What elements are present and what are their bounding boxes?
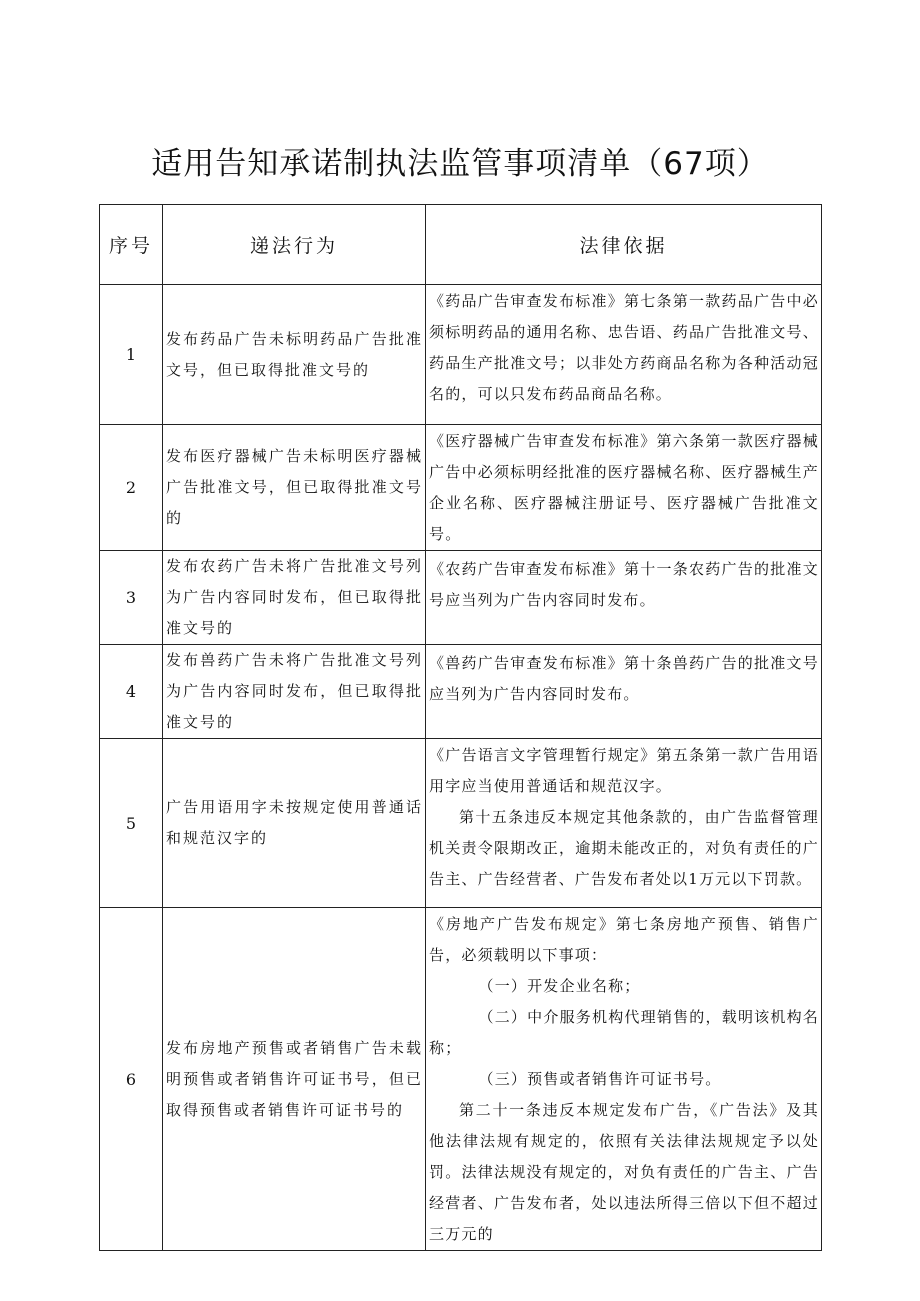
table-row [100,551,822,645]
row-violation: 发布兽药广告未将广告批准文号列为广告内容同时发布，但已取得批准文号的 [163,645,426,739]
items-table [99,204,822,1251]
row-violation: 发布医疗器械广告未标明医疗器械广告批准文号，但已取得批准文号的 [163,425,426,551]
row-legal-basis [426,285,822,425]
legal-basis-paragraph: 《广告语言文字管理暂行规定》第五条第一款广告用语用字应当使用普通话和规范汉字。 [429,746,819,795]
header-serial-number: 序号 [100,205,163,285]
header-legal-basis: 法律依据 [426,205,822,285]
row-serial-number: 5 [100,739,163,908]
legal-basis-paragraph: 第二十一条违反本规定发布广告，《广告法》及其他法律法规有规定的，依照有关法律法规规定予以处罚。法律法规没有规定的，对负有责任的广告主、广告经营者、广告发布者，处以违法所得三倍以下但不超过三万元的 [429,1101,819,1243]
table-row [100,908,822,1251]
legal-basis-paragraph: 《药品广告审查发布标准》第七条第一款药品广告中必须标明药品的通用名称、忠告语、药品广告批准文号、药品生产批准文号；以非处方药商品名称为各种活动冠名的，可以只发布药品商品名称。 [429,292,819,403]
table-row [100,425,822,551]
legal-basis-paragraph: 第十五条违反本规定其他条款的，由广告监督管理机关责令限期改正，逾期未能改正的，对负有责任的广告主、广告经营者、广告发布者处以1万元以下罚款。 [429,808,819,888]
row-serial-number: 6 [100,908,163,1251]
legal-basis-paragraph: 《兽药广告审查发布标准》第十条兽药广告的批准文号应当列为广告内容同时发布。 [429,654,819,703]
legal-basis-paragraph: 《医疗器械广告审查发布标准》第六条第一款医疗器械广告中必须标明经批准的医疗器械名称、医疗器械生产企业名称、医疗器械注册证号、医疗器械广告批准文号。 [429,432,819,543]
row-legal-basis [426,425,822,551]
header-violation: 递法行为 [163,205,426,285]
table-row [100,285,822,425]
legal-basis-paragraph: 《房地产广告发布规定》第七条房地产预售、销售广告，必须载明以下事项： [429,915,819,964]
row-violation: 发布房地产预售或者销售广告未载明预售或者销售许可证书号，但已取得预售或者销售许可证书号的 [163,908,426,1251]
legal-basis-item: （二）中介服务机构代理销售的，载明该机构名称； [429,1008,819,1057]
row-serial-number: 3 [100,551,163,645]
legal-basis-item: （一）开发企业名称； [478,977,641,995]
table-row [100,739,822,908]
table-row [100,645,822,739]
legal-basis-paragraph: 《农药广告审查发布标准》第十一条农药广告的批准文号应当列为广告内容同时发布。 [429,560,819,609]
legal-basis-item: （三）预售或者销售许可证书号。 [478,1070,722,1088]
row-serial-number: 1 [100,285,163,425]
row-legal-basis [426,908,822,1251]
row-violation: 发布农药广告未将广告批准文号列为广告内容同时发布，但已取得批准文号的 [163,551,426,645]
row-legal-basis [426,551,822,645]
row-legal-basis [426,739,822,908]
row-legal-basis [426,645,822,739]
row-serial-number: 2 [100,425,163,551]
page-title: 适用告知承诺制执法监管事项清单（67项） [151,146,769,182]
row-serial-number: 4 [100,645,163,739]
row-violation: 广告用语用字未按规定使用普通话和规范汉字的 [163,739,426,908]
row-violation: 发布药品广告未标明药品广告批准文号，但已取得批准文号的 [163,285,426,425]
table-header-row [100,205,822,285]
